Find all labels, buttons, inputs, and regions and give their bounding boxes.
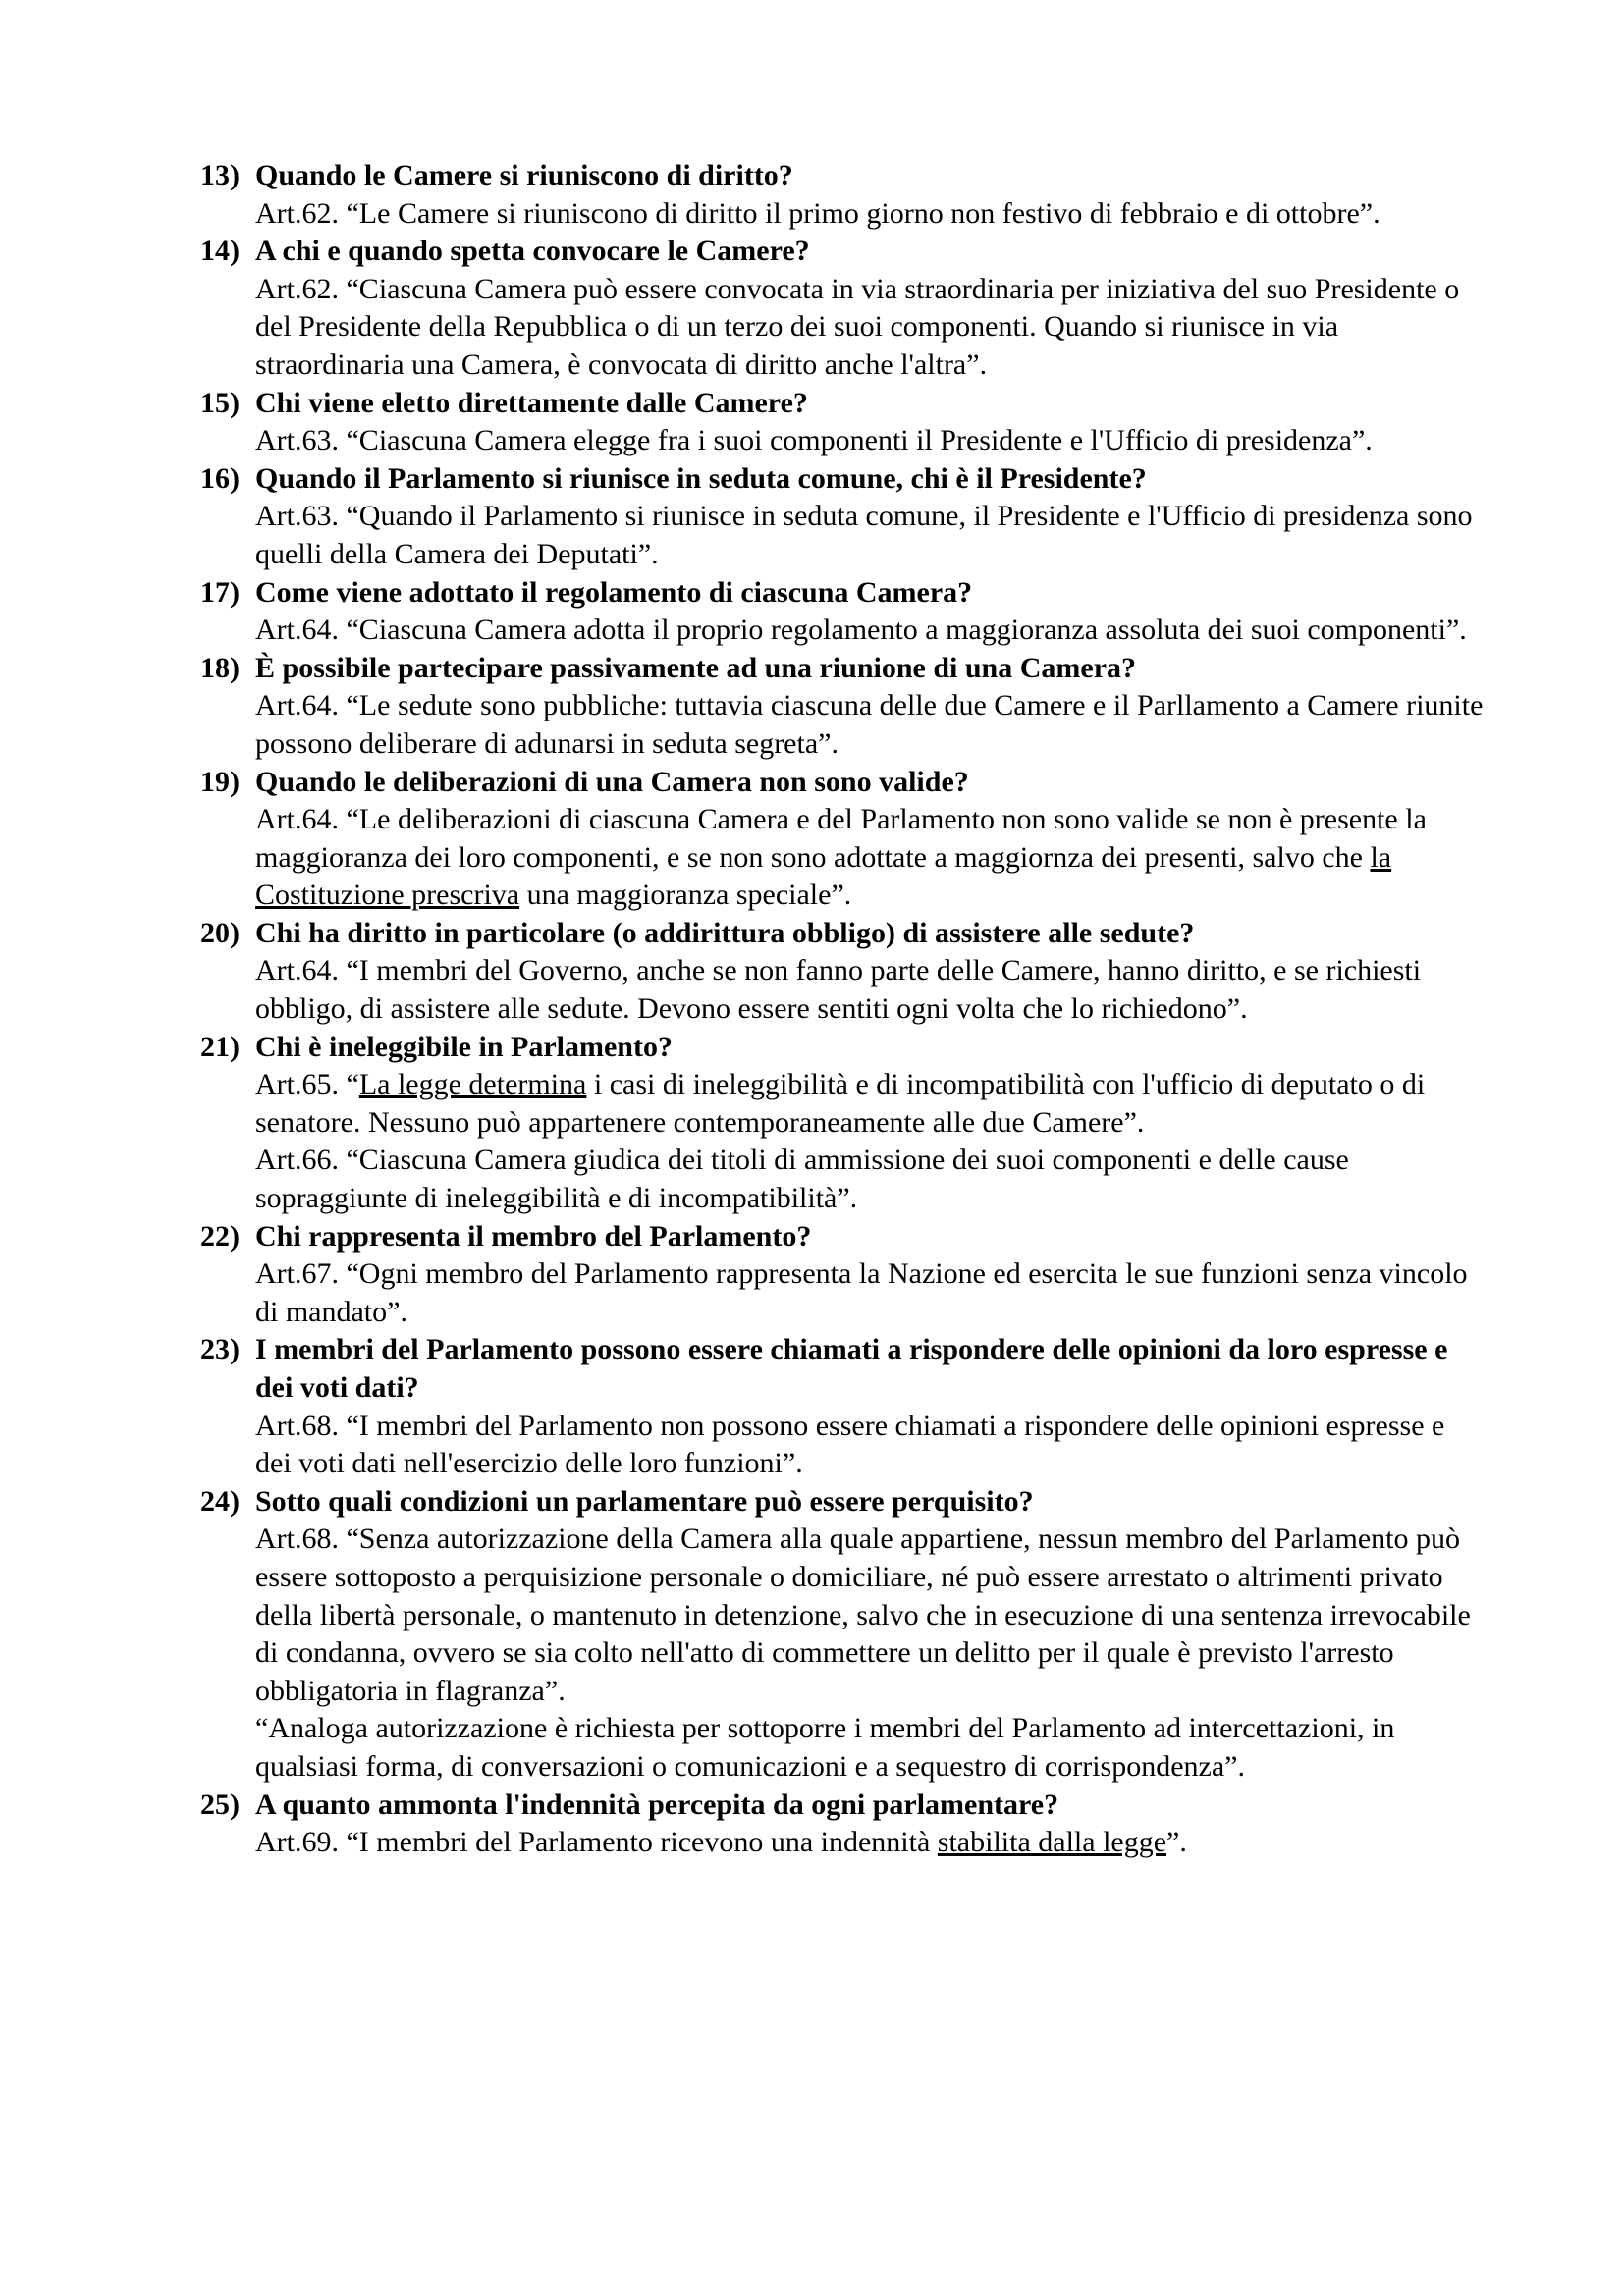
- underlined-text: la Costituzione prescriva: [255, 840, 1392, 912]
- qa-item-14: [200, 233, 1487, 384]
- qa-item-18: [200, 650, 1487, 764]
- qa-item-19: [200, 764, 1487, 915]
- answer-text: Art.66. “Ciascuna Camera giudica dei titoli di ammissione dei suoi componenti e delle cause sopraggiunte di ineleggibilità e di incompatibilità”.: [255, 1144, 1349, 1215]
- qa-item-21: [200, 1029, 1487, 1218]
- answer-paragraph: [255, 1255, 1487, 1331]
- answer-23: [200, 1408, 1487, 1483]
- answer-paragraph: [255, 687, 1487, 763]
- answer-text: Art.64. “Le deliberazioni di ciascuna Camera e del Parlamento non sono valide se non è presente la maggioranza dei loro componenti, e se non sono adottate a maggiornza dei presenti, salvo che: [255, 803, 1427, 874]
- document-page: [200, 157, 1487, 1862]
- answer-paragraph: [255, 1521, 1487, 1710]
- answer-text: Art.63. “Quando il Parlamento si riunisce in seduta comune, il Presidente e l'Ufficio di presidenza sono quelli della Camera dei Deputati”.: [255, 500, 1473, 570]
- answer-text: Art.64. “Ciascuna Camera adotta il proprio regolamento a maggioranza assoluta dei suoi componenti”.: [255, 614, 1467, 647]
- question-number: 20): [200, 916, 240, 949]
- qa-list: [200, 157, 1487, 1862]
- answer-14: [200, 271, 1487, 385]
- question-text: Quando le Camere si riuniscono di diritto?: [255, 159, 793, 191]
- question-17: [200, 574, 1487, 613]
- question-25: [200, 1787, 1487, 1825]
- question-text: Chi viene eletto direttamente dalle Camere?: [255, 386, 808, 419]
- question-number: 21): [200, 1030, 240, 1063]
- question-number: 22): [200, 1219, 240, 1253]
- answer-text: Art.67. “Ogni membro del Parlamento rappresenta la Nazione ed esercita le sue funzioni senza vincolo di mandato”.: [255, 1257, 1468, 1328]
- question-number: 25): [200, 1788, 240, 1821]
- answer-25: [200, 1824, 1487, 1862]
- question-text: Come viene adottato il regolamento di ciascuna Camera?: [255, 575, 973, 609]
- underlined-text: stabilita dalla legge: [937, 1826, 1167, 1859]
- question-20: [200, 915, 1487, 953]
- question-text: Chi è ineleggibile in Parlamento?: [255, 1030, 673, 1063]
- question-19: [200, 764, 1487, 802]
- answer-19: [200, 801, 1487, 915]
- question-text: A quanto ammonta l'indennità percepita da ogni parlamentare?: [255, 1788, 1059, 1821]
- answer-text: Art.68. “Senza autorizzazione della Camera alla quale appartiene, nessun membro del Parlamento può essere sottoposto a perquisizione personale o domiciliare, né può essere arrestato o altrimenti privato della libertà personale, o mantenuto in detenzione, salvo che in esecuzione di una sentenza irrevocabile di condanna, ovvero se sia colto nell'atto di commettere un delitto per il quale è previsto l'arresto obbligatoria in flagranza”.: [255, 1522, 1471, 1707]
- answer-text: i casi di ineleggibilità e di incompatibilità con l'ufficio di deputato o di senatore. Nessuno può appartenere contemporaneamente alle due Camere”.: [255, 1068, 1426, 1139]
- question-number: 13): [200, 159, 240, 191]
- qa-item-20: [200, 915, 1487, 1029]
- answer-text: Art.65. “: [255, 1068, 359, 1101]
- qa-item-25: [200, 1787, 1487, 1862]
- answer-22: [200, 1255, 1487, 1331]
- qa-item-15: [200, 385, 1487, 460]
- question-24: [200, 1483, 1487, 1522]
- answer-text: “Analoga autorizzazione è richiesta per sottoporre i membri del Parlamento ad intercettazioni, in qualsiasi forma, di conversazioni o comunicazioni e a sequestro di corrispondenza”.: [255, 1712, 1395, 1783]
- answer-text: Art.62. “Le Camere si riuniscono di diritto il primo giorno non festivo di febbraio e di ottobre”.: [255, 196, 1380, 230]
- answer-24: [200, 1521, 1487, 1786]
- question-text: Sotto quali condizioni un parlamentare può essere perquisito?: [255, 1484, 1034, 1518]
- answer-paragraph: [255, 1066, 1487, 1142]
- question-text: I membri del Parlamento possono essere chiamati a rispondere delle opinioni da loro espresse e dei voti dati?: [255, 1333, 1448, 1404]
- question-text: È possibile partecipare passivamente ad una riunione di una Camera?: [255, 651, 1137, 684]
- question-number: 17): [200, 575, 240, 609]
- answer-text: Art.68. “I membri del Parlamento non possono essere chiamati a rispondere delle opinioni espresse e dei voti dati nell'esercizio delle loro funzioni”.: [255, 1409, 1445, 1480]
- question-number: 15): [200, 386, 240, 419]
- answer-paragraph: [255, 1142, 1487, 1217]
- question-16: [200, 460, 1487, 499]
- answer-paragraph: [255, 1824, 1487, 1862]
- question-number: 19): [200, 765, 240, 798]
- answer-text: una maggioranza speciale”.: [519, 879, 852, 912]
- question-number: 14): [200, 235, 240, 268]
- answer-text: Art.69. “I membri del Parlamento ricevono una indennità: [255, 1826, 938, 1859]
- answer-13: [200, 195, 1487, 234]
- qa-item-17: [200, 574, 1487, 650]
- question-number: 18): [200, 651, 240, 684]
- answer-text: Art.64. “Le sedute sono pubbliche: tuttavia ciascuna delle due Camere e il Parllamento a Camere riunite possono deliberare di adunarsi in seduta segreta”.: [255, 689, 1484, 760]
- answer-paragraph: [255, 422, 1487, 460]
- answer-21: [200, 1066, 1487, 1217]
- question-22: [200, 1218, 1487, 1256]
- question-text: Chi ha diritto in particolare (o addirittura obbligo) di assistere alle sedute?: [255, 916, 1195, 949]
- answer-text: Art.62. “Ciascuna Camera può essere convocata in via straordinaria per iniziativa del suo Presidente o del Presidente della Repubblica o di un terzo dei suoi componenti. Quando si riunisce in via straordinaria una Camera, è convocata di diritto anche l'altra”.: [255, 272, 1460, 381]
- answer-18: [200, 687, 1487, 763]
- qa-item-16: [200, 460, 1487, 574]
- answer-paragraph: [255, 195, 1487, 234]
- answer-17: [200, 612, 1487, 650]
- question-number: 16): [200, 461, 240, 495]
- answer-paragraph: [255, 612, 1487, 650]
- answer-paragraph: [255, 1710, 1487, 1786]
- answer-paragraph: [255, 952, 1487, 1028]
- question-text: Chi rappresenta il membro del Parlamento?: [255, 1219, 812, 1253]
- qa-item-13: [200, 157, 1487, 233]
- qa-item-22: [200, 1218, 1487, 1332]
- question-23: [200, 1331, 1487, 1407]
- qa-item-24: [200, 1483, 1487, 1787]
- underlined-text: La legge determina: [358, 1068, 587, 1101]
- answer-text: Art.64. “I membri del Governo, anche se non fanno parte delle Camere, hanno diritto, e se richiesti obbligo, di assistere alle sedute. Devono essere sentiti ogni volta che lo richiedono”.: [255, 954, 1422, 1026]
- answer-text: Art.63. “Ciascuna Camera elegge fra i suoi componenti il Presidente e l'Ufficio di presidenza”.: [255, 424, 1373, 457]
- question-text: Quando le deliberazioni di una Camera non sono valide?: [255, 765, 969, 798]
- question-14: [200, 233, 1487, 271]
- question-number: 24): [200, 1484, 240, 1518]
- qa-item-23: [200, 1331, 1487, 1482]
- answer-20: [200, 952, 1487, 1028]
- answer-text: ”.: [1166, 1826, 1187, 1859]
- answer-paragraph: [255, 1408, 1487, 1483]
- question-text: A chi e quando spetta convocare le Camere?: [255, 235, 810, 268]
- answer-paragraph: [255, 271, 1487, 385]
- question-13: [200, 157, 1487, 195]
- question-21: [200, 1029, 1487, 1067]
- answer-15: [200, 422, 1487, 460]
- answer-paragraph: [255, 498, 1487, 573]
- question-number: 23): [200, 1333, 240, 1366]
- answer-paragraph: [255, 801, 1487, 915]
- question-18: [200, 650, 1487, 688]
- question-text: Quando il Parlamento si riunisce in seduta comune, chi è il Presidente?: [255, 461, 1147, 495]
- answer-16: [200, 498, 1487, 573]
- question-15: [200, 385, 1487, 423]
